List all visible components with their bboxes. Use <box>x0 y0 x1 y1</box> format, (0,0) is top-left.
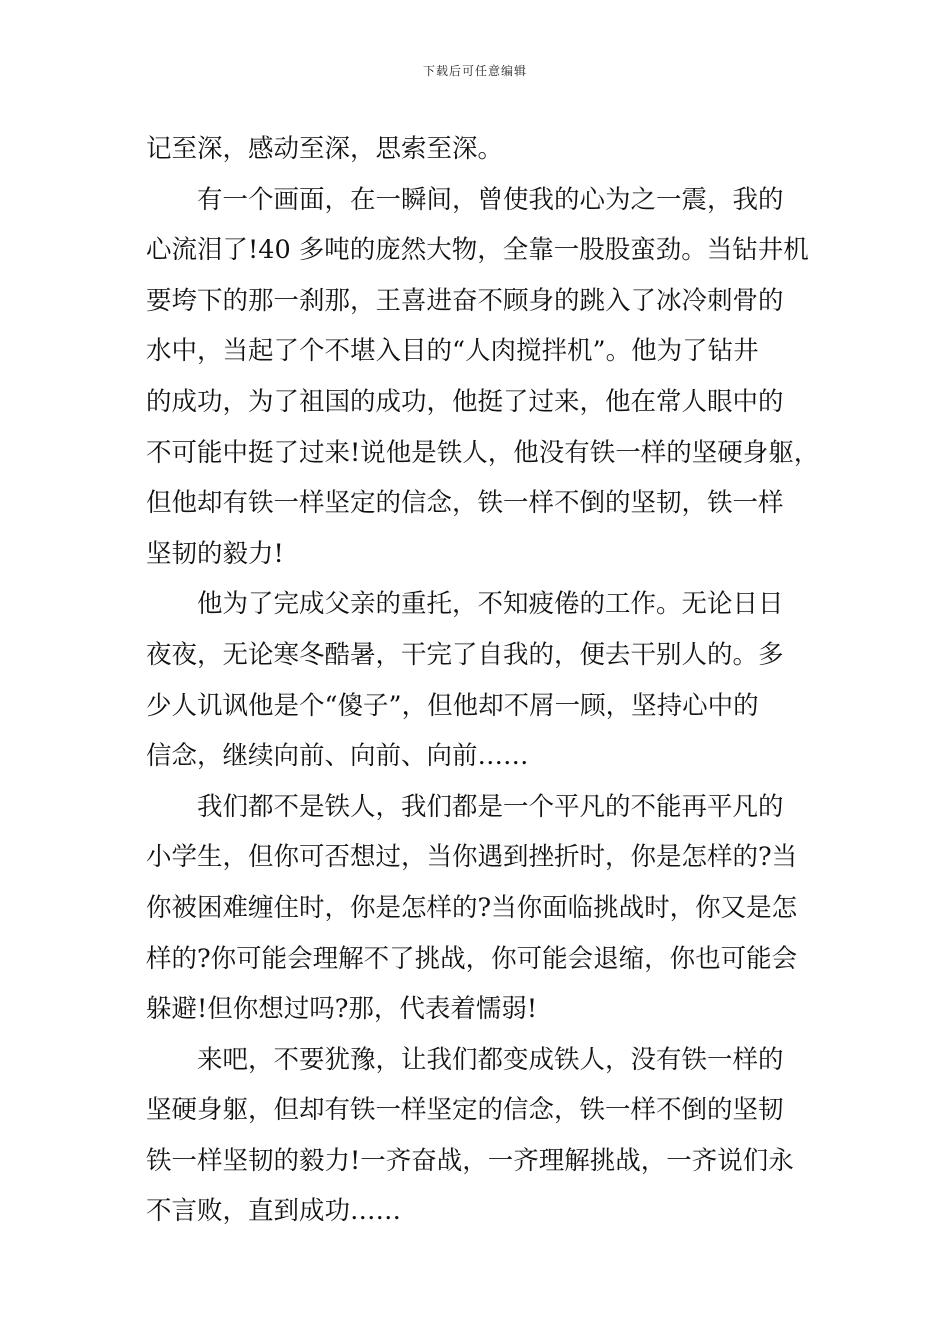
page-header: 下载后可任意编辑 <box>422 64 527 78</box>
text-line: 我们都不是铁人，我们都是一个平凡的不能再平凡的 <box>197 791 784 822</box>
text-line: 要垮下的那一刹那，王喜进奋不顾身的跳入了冰冷刺骨的 <box>146 285 784 316</box>
text-line: 有一个画面，在一瞬间，曾使我的心为之一震，我的 <box>197 184 784 215</box>
text-line: 铁一样坚韧的毅力!一齐奋战，一齐理解挑战，一齐说们永 <box>146 1145 794 1176</box>
text-line: 信念，继续向前、向前、向前…… <box>146 741 529 772</box>
text-line: 他为了完成父亲的重托，不知疲倦的工作。无论日日 <box>197 589 784 620</box>
text-line: 样的?你可能会理解不了挑战，你可能会退缩，你也可能会 <box>146 943 798 974</box>
text-line: 坚韧的毅力! <box>146 538 284 569</box>
document-body <box>146 124 820 1237</box>
text-line: 心流泪了!40 多吨的庞然大物，全靠一股股蛮劲。当钻井机 <box>146 235 809 266</box>
text-line: 坚硬身躯，但却有铁一样坚定的信念，铁一样不倒的坚韧 <box>146 1095 784 1126</box>
text-line: 记至深，感动至深，思索至深。 <box>146 134 504 164</box>
text-line: 你被困难缠住时，你是怎样的?当你面临挑战时，你又是怎 <box>146 892 798 923</box>
text-line: 水中，当起了个不堪入目的“人肉搅拌机”。他为了钻井 <box>146 336 759 367</box>
text-line: 不可能中挺了过来!说他是铁人，他没有铁一样的坚硬身躯， <box>146 437 820 468</box>
paragraph <box>146 175 820 580</box>
paragraph <box>146 782 808 1035</box>
text-line: 不言败，直到成功…… <box>146 1196 402 1227</box>
paragraph <box>146 124 808 175</box>
text-line: 躲避!但你想过吗?那，代表着懦弱! <box>146 994 538 1025</box>
text-line: 来吧，不要犹豫，让我们都变成铁人，没有铁一样的 <box>197 1044 784 1075</box>
text-line: 夜夜，无论寒冬酷暑，干完了自我的，便去干别人的。多 <box>146 639 784 670</box>
text-line: 小学生，但你可否想过，当你遇到挫折时，你是怎样的?当 <box>146 842 798 873</box>
text-line: 但他却有铁一样坚定的信念，铁一样不倒的坚韧，铁一样 <box>146 488 784 519</box>
text-line: 的成功，为了祖国的成功，他挺了过来，他在常人眼中的 <box>146 386 784 417</box>
paragraph <box>146 579 808 781</box>
text-line: 少人讥讽他是个“傻子”，但他却不屑一顾，坚持心中的 <box>146 690 759 721</box>
paragraph <box>146 1035 808 1237</box>
